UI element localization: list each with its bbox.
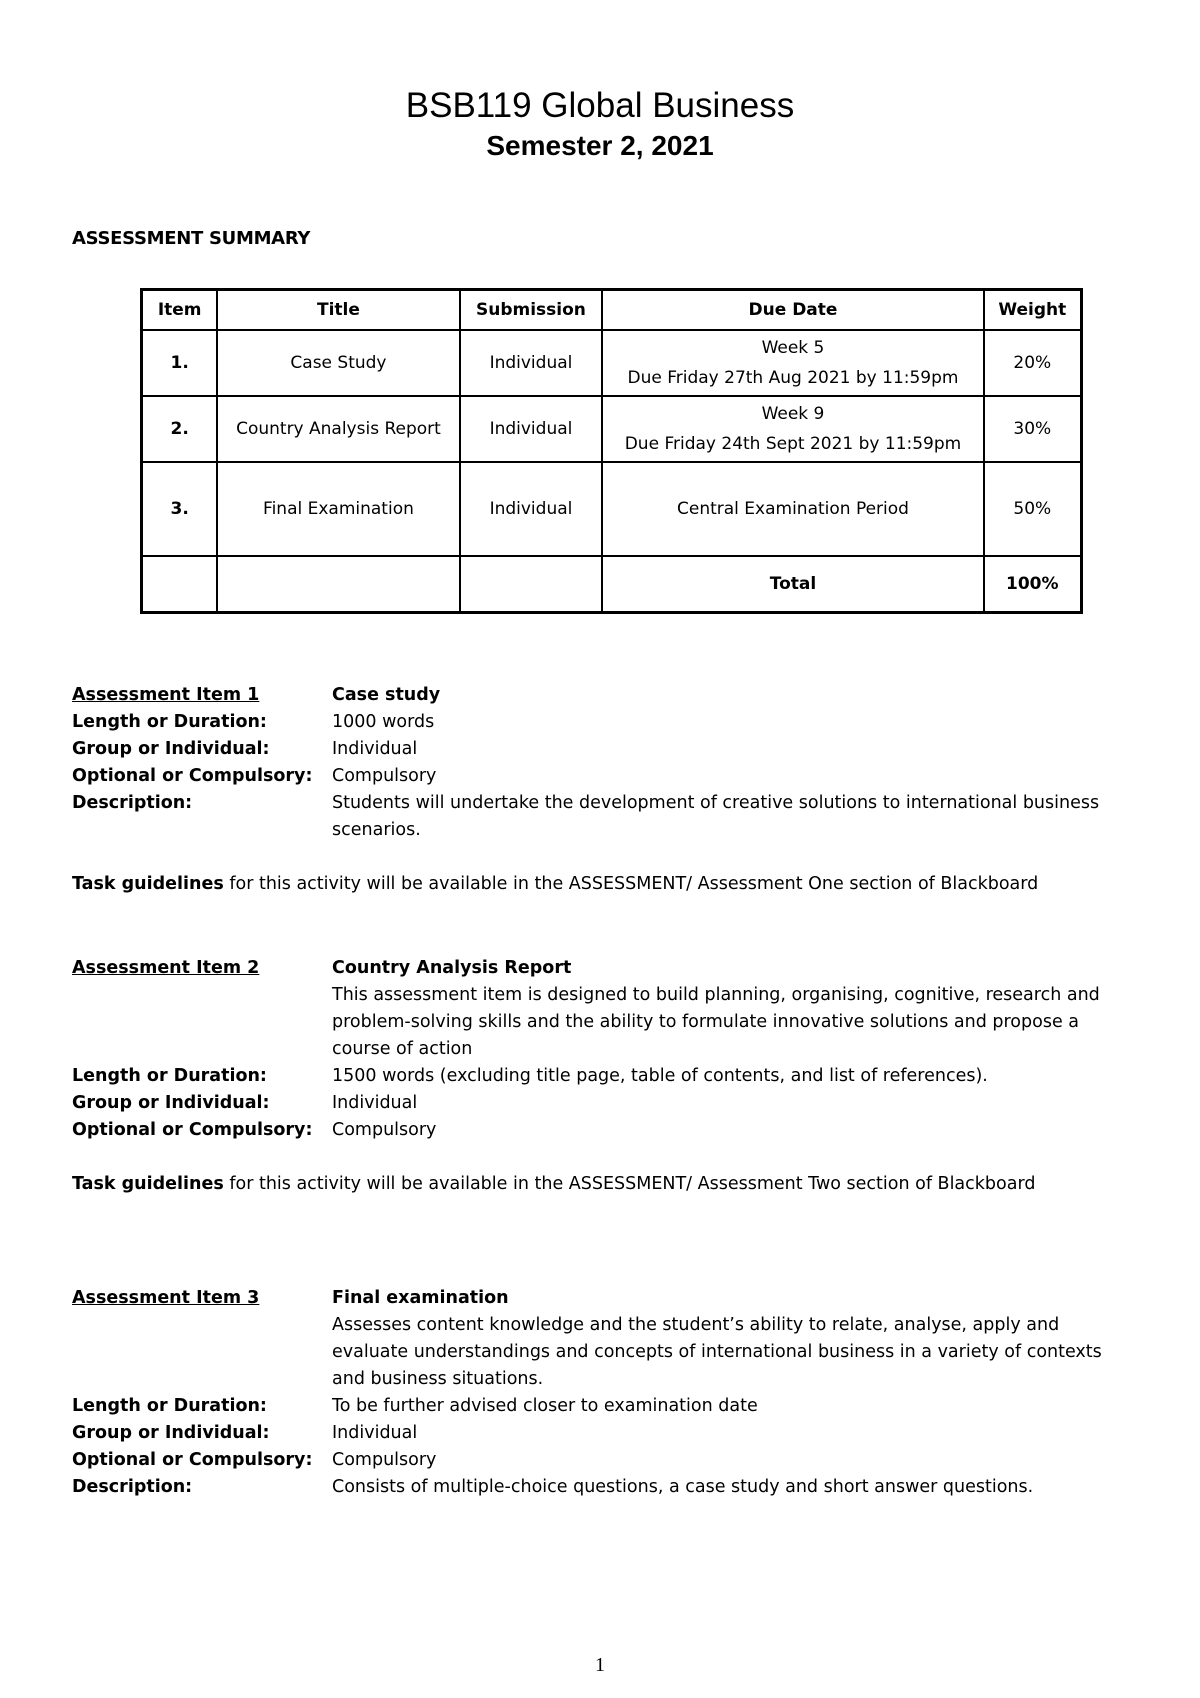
cell-empty [460,556,603,613]
assessment-item-name: Case study [332,685,441,705]
assessment-item-1-section [72,682,1132,898]
task-guidelines-label: Task guidelines [72,1174,224,1194]
assessment-item-2-section [72,955,1132,1198]
group-label: Group or Individual: [72,1423,270,1443]
cell-submission: Individual [460,396,603,462]
cell-item: 2. [142,396,218,462]
cell-item: 3. [142,462,218,556]
cell-empty [142,556,218,613]
optional-value: Compulsory [332,1120,437,1140]
table-row [142,462,1082,556]
document-title: BSB119 Global Business [405,86,795,125]
description-value: Consists of multiple-choice questions, a case study and short answer questions. [332,1477,1034,1497]
group-value: Individual [332,1093,418,1113]
cell-empty [217,556,459,613]
due-week: Week 5 [761,338,825,358]
group-label: Group or Individual: [72,1093,270,1113]
description-label: Description: [72,1477,193,1497]
assessment-item-heading: Assessment Item 1 [72,685,260,705]
cell-title: Case Study [217,330,459,396]
optional-label: Optional or Compulsory: [72,766,313,786]
assessment-item-name: Country Analysis Report [332,958,572,978]
task-guidelines-text: for this activity will be available in the ASSESSMENT/ Assessment Two section of Blackboard [223,1174,1036,1194]
length-value: To be further advised closer to examination date [332,1396,758,1416]
group-value: Individual [332,739,418,759]
optional-label: Optional or Compulsory: [72,1120,313,1140]
due-week: Week 9 [761,404,825,424]
document-subtitle: Semester 2, 2021 [486,130,714,161]
length-label: Length or Duration: [72,1066,267,1086]
cell-title: Country Analysis Report [217,396,459,462]
cell-weight: 50% [984,462,1082,556]
column-header-submission: Submission [460,290,603,331]
length-value: 1000 words [332,712,435,732]
cell-item: 1. [142,330,218,396]
assessment-item-heading: Assessment Item 3 [72,1288,260,1308]
cell-due-date [602,330,983,396]
table-row [142,396,1082,462]
assessment-item-intro: Assesses content knowledge and the student’s ability to relate, analyse, apply and evaluate understandings and concepts of international business in a variety of contexts and business situations. [332,1315,1102,1389]
length-label: Length or Duration: [72,712,267,732]
cell-submission: Individual [460,462,603,556]
length-value: 1500 words (excluding title page, table of contents, and list of references). [332,1066,988,1086]
cell-due-date: Central Examination Period [602,462,983,556]
task-guidelines [72,871,1132,898]
due-detail: Due Friday 27th Aug 2021 by 11:59pm [627,368,959,388]
total-weight: 100% [984,556,1082,613]
assessment-item-intro: This assessment item is designed to build planning, organising, cognitive, research and problem-solving skills and the ability to formulate innovative solutions and propose a course of action [332,985,1100,1059]
length-label: Length or Duration: [72,1396,267,1416]
assessment-summary-heading: ASSESSMENT SUMMARY [72,228,311,249]
cell-weight: 30% [984,396,1082,462]
column-header-due-date: Due Date [602,290,983,331]
group-value: Individual [332,1423,418,1443]
description-label: Description: [72,793,193,813]
column-header-weight: Weight [984,290,1082,331]
page-number: 1 [595,1654,605,1676]
cell-due-date [602,396,983,462]
title-block [0,84,1200,164]
assessment-item-name: Final examination [332,1288,509,1308]
table-total-row [142,556,1082,613]
task-guidelines-text: for this activity will be available in the ASSESSMENT/ Assessment One section of Blackboard [223,874,1039,894]
table-header-row [142,290,1082,331]
table-row [142,330,1082,396]
optional-value: Compulsory [332,766,437,786]
optional-label: Optional or Compulsory: [72,1450,313,1470]
task-guidelines [72,1171,1132,1198]
cell-title: Final Examination [217,462,459,556]
optional-value: Compulsory [332,1450,437,1470]
total-label: Total [602,556,983,613]
column-header-title: Title [217,290,459,331]
column-header-item: Item [142,290,218,331]
group-label: Group or Individual: [72,739,270,759]
cell-weight: 20% [984,330,1082,396]
description-value: Students will undertake the development of creative solutions to international business scenarios. [332,793,1100,840]
assessment-item-heading: Assessment Item 2 [72,958,260,978]
due-detail: Due Friday 24th Sept 2021 by 11:59pm [624,434,962,454]
cell-submission: Individual [460,330,603,396]
assessment-summary-table [140,288,1083,614]
assessment-item-3-section [72,1285,1132,1501]
task-guidelines-label: Task guidelines [72,874,224,894]
